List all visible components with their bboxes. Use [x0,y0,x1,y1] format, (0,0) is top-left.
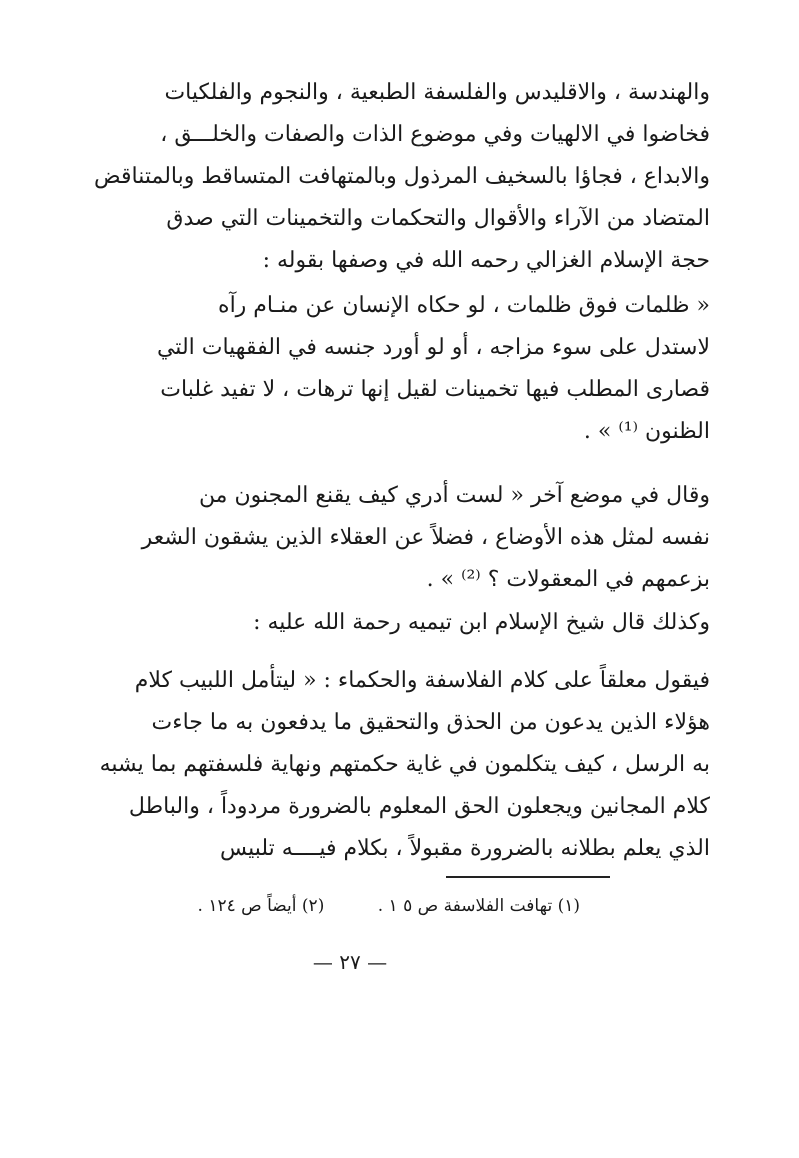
text-line: وقال في موضع آخر « لست أدري كيف يقنع المجنون من [198,483,710,508]
paragraph-3-quote [92,475,710,601]
text-line: نفسه لمثل هذه الأوضاع ، فضلاً عن العقلاء الذين يشقون الشعر [141,525,710,550]
text-line: فخاضوا في الالهيات وفي موضوع الذات والصفات والخلـــق ، [160,122,710,147]
text-line: الظنون ⁽¹⁾ » . [583,419,710,444]
paragraph-1 [92,72,710,282]
footnote-divider [446,876,610,878]
text-line: والهندسة ، والاقليدس والفلسفة الطبعية ، والنجوم والفلكيات [164,80,710,105]
text-line: « ظلمات فوق ظلمات ، لو حكاه الإنسان عن منـام رآه [218,293,710,318]
text-line: المتضاد من الآراء والأقوال والتحكمات والتخمينات التي صدق [166,206,710,231]
text-line: هؤلاء الذين يدعون من الحذق والتحقيق ما يدفعون به ما جاءت [151,710,710,735]
text-line: فيقول معلقاً على كلام الفلاسفة والحكماء : « ليتأمل اللبيب كلام [134,668,710,693]
footnote-2: (٢) أيضاً ص ١٢٤ . [197,896,325,916]
text-line: والابداع ، فجاؤا بالسخيف المرذول وبالمتهافت المتساقط وبالمتناقض [94,164,710,189]
text-line: به الرسل ، كيف يتكلمون في غاية حكمتهم ونهاية فلسفتهم بما يشبه [99,752,710,777]
text-line: كلام المجانين ويجعلون الحق المعلوم بالضرورة مردوداً ، والباطل [128,794,710,819]
text-line: حجة الإسلام الغزالي رحمه الله في وصفها بقوله : [262,248,710,273]
text-line: وكذلك قال شيخ الإسلام ابن تيميه رحمة الله عليه : [253,610,710,635]
paragraph-2-quote [92,285,710,453]
text-line: قصارى المطلب فيها تخمينات لقيل إنها ترهات ، لا تفيد غلبات [160,377,710,402]
footnotes [120,892,580,920]
text-line: الذي يعلم بطلانه بالضرورة مقبولاً ، بكلام فيــــه تلبيس [220,836,710,861]
page-number: — ٢٧ — [312,950,388,974]
paragraph-4 [92,602,710,644]
footnote-1: (١) تهافت الفلاسفة ص ٥ ١ . [377,896,580,916]
text-line: بزعمهم في المعقولات ؟ ⁽²⁾ » . [426,567,710,592]
text-line: لاستدل على سوء مزاجه ، أو لو أورد جنسه في الفقهيات التي [156,335,710,360]
paragraph-5 [92,660,710,870]
